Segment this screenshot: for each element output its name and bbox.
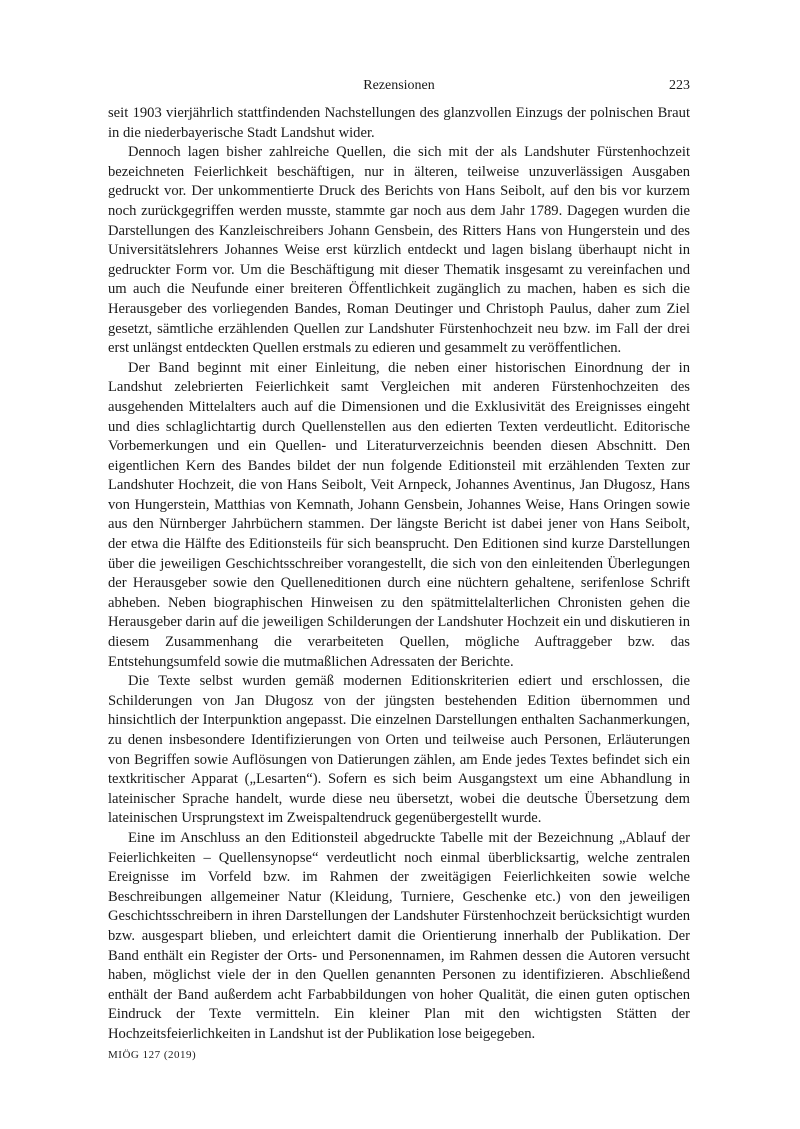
running-head [108,78,690,98]
paragraph-2: Dennoch lagen bisher zahlreiche Quellen, die sich mit der als Landshuter Fürstenhochzeit bezeichneten Feierlichkeit beschäftigen, nur in älteren, teilweise unzuverlässigen Ausgaben gedruckt vor. Der unkommentierte Druck des Berichts von Hans Seibolt, auf den bis vor kurzem noch zurückgegriffen werden musste, stammte gar noch aus dem Jahr 1789. Dagegen wurden die Darstellungen des Kanzleischreibers Johann Gensbein, des Ritters Hans von Hungerstein und des Universitätslehrers Johannes Weise erst kürzlich entdeckt und lagen bislang überhaupt nicht in gedruckter Form vor. Um die Beschäftigung mit dieser Thematik insgesamt zu vereinfachen und um auch die Neufunde einer breiteren Öffentlichkeit zugänglich zu machen, haben es sich die Herausgeber des vorliegenden Bandes, Roman Deutinger und Christoph Paulus, daher zum Ziel gesetzt, sämtliche erzählenden Quellen zur Landshuter Fürstenhochzeit neu bzw. im Fall der drei erst unlängst entdeckten Quellen erstmals zu edieren und gesammelt zu veröffentlichen. [108,144,690,357]
paragraph-5: Eine im Anschluss an den Editionsteil abgedruckte Tabelle mit der Bezeichnung „Ablauf der Feierlichkeiten – Quellensynopse“ verdeutlicht noch einmal überblicksartig, welche zentralen Ereignisse im Vorfeld bzw. im Rahmen der zweitägigen Feierlichkeiten sowie welche Beschreibungen allgemeiner Natur (Kleidung, Turniere, Geschenke etc.) von den jeweiligen Geschichtsschreibern in ihren Darstellungen der Landshuter Fürstenhochzeit berücksichtigt wurden bzw. ausgespart blieben, und erleichtert damit die Orientierung innerhalb der Publikation. Der Band enthält ein Register der Orts- und Personennamen, im Rahmen dessen die Autoren versucht haben, möglichst viele der in den Quellen genannten Personen zu identifizieren. Abschließend enthält der Band außerdem acht Farbabbildungen von hoher Qualität, die einen guten optischen Eindruck der Texte vermitteln. Ein kleiner Plan mit den wichtigsten Stätten der Hochzeitsfeierlichkeiten in Landshut ist der Publikation lose beigegeben. [108,829,690,1042]
journal-footer: MIÖG 127 (2019) [108,1049,197,1061]
paragraph-1: seit 1903 vierjährlich stattfindenden Nachstellungen des glanzvollen Einzugs der polnischen Braut in die niederbayerische Stadt Landshut wider. [108,105,690,141]
page-number: 223 [669,78,690,93]
running-head-title: Rezensionen [363,78,435,93]
paragraph-4: Die Texte selbst wurden gemäß modernen Editionskriterien ediert und erschlossen, die Schilderungen von Jan Długosz von der jüngsten bestehenden Edition übernommen und hinsichtlich der Interpunktion angepasst. Die einzelnen Darstellungen enthalten Sachanmerkungen, zu denen insbesondere Identifizierungen von Orten und teilweise auch Personen, Erläuterungen von Begriffen sowie Auflösungen von Datierungen zählen, am Ende jedes Textes befindet sich ein textkritischer Apparat („Lesarten“). Sofern es sich beim Ausgangstext um eine Abhandlung in lateinischer Sprache handelt, wurde diese neu übersetzt, wobei die deutsche Übersetzung dem lateinischen Ursprungstext im Zweispaltendruck gegenübergestellt wurde. [108,673,690,827]
paragraph-3: Der Band beginnt mit einer Einleitung, die neben einer historischen Einordnung der in Landshut zelebrierten Feierlichkeit samt Vergleichen mit anderen Fürstenhochzeiten des ausgehenden Mittelalters auch auf die Dimensionen und die Exklusivität des Ereignisses eingeht und dies schlaglichtartig durch Quellenstellen aus den edierten Texten verdeutlicht. Editorische Vorbemerkungen und ein Quellen- und Literaturverzeichnis beenden diesen Abschnitt. Den eigentlichen Kern des Bandes bildet der nun folgende Editionsteil mit erzählenden Texten zur Landshuter Hochzeit, die von Hans Seibolt, Veit Arnpeck, Johannes Aventinus, Jan Długosz, Hans von Hungerstein, Matthias von Kemnath, Johann Gensbein, Johannes Weise, Hans Oringen sowie aus den Nürnberger Jahrbüchern stammen. Der längste Bericht ist dabei jener von Hans Seibolt, der etwa die Hälfte des Editionsteils für sich beansprucht. Den Editionen sind kurze Darstellungen über die jeweiligen Geschichtsschreiber vorangestellt, die sich von den einleitenden Überlegungen der Herausgeber sowie den Quelleneditionen durch eine nüchtern gehaltene, serifenlose Schrift abheben. Neben biographischen Hinweisen zu den spätmittelalterlichen Chronisten gehen die Herausgeber darin auf die jeweiligen Schilderungen der Landshuter Hochzeit ein und diskutieren in diesem Zusammenhang die verarbeiteten Quellen, mögliche Auftraggeber bzw. das Entstehungsumfeld sowie die mutmaßlichen Adressaten der Berichte. [108,359,690,670]
body-text [108,104,690,1045]
